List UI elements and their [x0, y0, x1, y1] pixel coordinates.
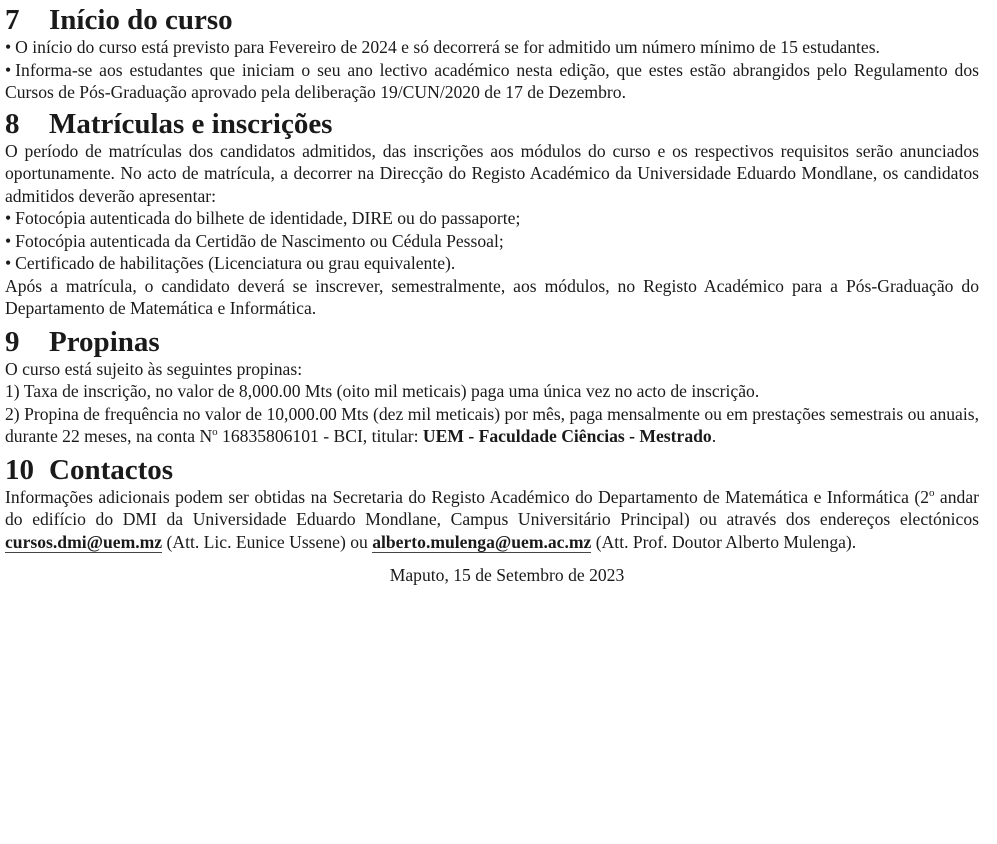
fee-item-tuition [5, 403, 979, 448]
place-date: Maputo, 15 de Setembro de 2023 [389, 565, 625, 585]
requirement-text: Certificado de habilitações (Licenciatura ou grau equivalente). [15, 253, 456, 273]
requirement-item [5, 230, 979, 253]
email-link-cursos[interactable]: cursos.dmi@uem.mz [5, 531, 163, 552]
section-number: 10 [5, 453, 34, 486]
fee-text: 16835806101 - BCI, titular: [217, 426, 423, 446]
contacts-paragraph [5, 486, 979, 554]
requirement-item [5, 207, 979, 230]
regulation-bullet [5, 59, 979, 104]
contacts-text: andar do edifício do DMI da Universidade Eduardo Mondlane, Campus Universitário Principal) ou através dos endereços electónicos [5, 486, 979, 529]
section-number: 8 [5, 107, 20, 140]
section-number: 9 [5, 325, 20, 358]
section-title: Propinas [49, 325, 160, 358]
section-title: Contactos [49, 453, 174, 486]
fee-text: 2) Propina de frequência no valor de 10,000.00 Mts (dez mil meticais) por mês, paga mensalmente ou em prestações semestrais ou anuais, durante 22 meses, na conta N [5, 403, 979, 446]
section-title: Início do curso [49, 4, 233, 36]
contacts-text: (Att. Lic. Eunice Ussene) ou [162, 531, 373, 552]
section-8-heading [5, 108, 979, 140]
requirement-text: Fotocópia autenticada do bilhete de identidade, DIRE ou do passaporte; [15, 208, 521, 228]
section-7-heading [5, 4, 979, 36]
enrollment-intro: O período de matrículas dos candidatos admitidos, das inscrições aos módulos do curso e os respectivos requisitos serão anunciados oportunamente. No acto de matrícula, a decorrer na Direcção do Registo Académico da Universidade Eduardo Mondlane, os candidatos admitidos deverão apresentar: [5, 140, 979, 206]
enrollment-after: Após a matrícula, o candidato deverá se inscrever, semestralmente, aos módulos, no Registo Académico para a Pós-Graduação do Departamento de Matemática e Informática. [5, 275, 979, 318]
requirement-item [5, 252, 979, 275]
course-start-text: O início do curso está previsto para Fevereiro de 2024 e só decorrerá se for admitido um número mínimo de 15 estudantes. [15, 37, 880, 57]
section-number: 7 [5, 4, 20, 36]
contacts-text: (Att. Prof. Doutor Alberto Mulenga). [591, 531, 857, 552]
account-holder: UEM - Faculdade Ciências - Mestrado [422, 426, 712, 446]
fee-item-registration: 1) Taxa de inscrição, no valor de 8,000.00 Mts (oito mil meticais) paga uma única vez no acto de inscrição. [5, 381, 760, 401]
course-start-bullet [5, 36, 979, 59]
email-link-alberto[interactable]: alberto.mulenga@uem.ac.mz [372, 531, 592, 552]
requirement-text: Fotocópia autenticada da Certidão de Nascimento ou Cédula Pessoal; [15, 230, 504, 251]
fees-intro: O curso está sujeito às seguintes propinas: [5, 358, 303, 379]
document-page [0, 4, 997, 844]
section-9-heading [5, 326, 979, 358]
regulation-text: Informa-se aos estudantes que iniciam o seu ano lectivo académico nesta edição, que estes estão abrangidos pelo Regulamento dos Cursos de Pós-Graduação aprovado pela deliberação 19/CUN/2020 de 17 de Dezembro. [5, 59, 979, 102]
section-title: Matrículas e inscrições [49, 107, 333, 140]
superscript: o [212, 426, 218, 439]
superscript: o [929, 486, 935, 499]
section-10-heading [5, 454, 979, 486]
fee-text: . [711, 426, 717, 446]
contacts-text: Informações adicionais podem ser obtidas na Secretaria do Registo Académico do Departamento de Matemática e Informática (2 [5, 486, 929, 507]
